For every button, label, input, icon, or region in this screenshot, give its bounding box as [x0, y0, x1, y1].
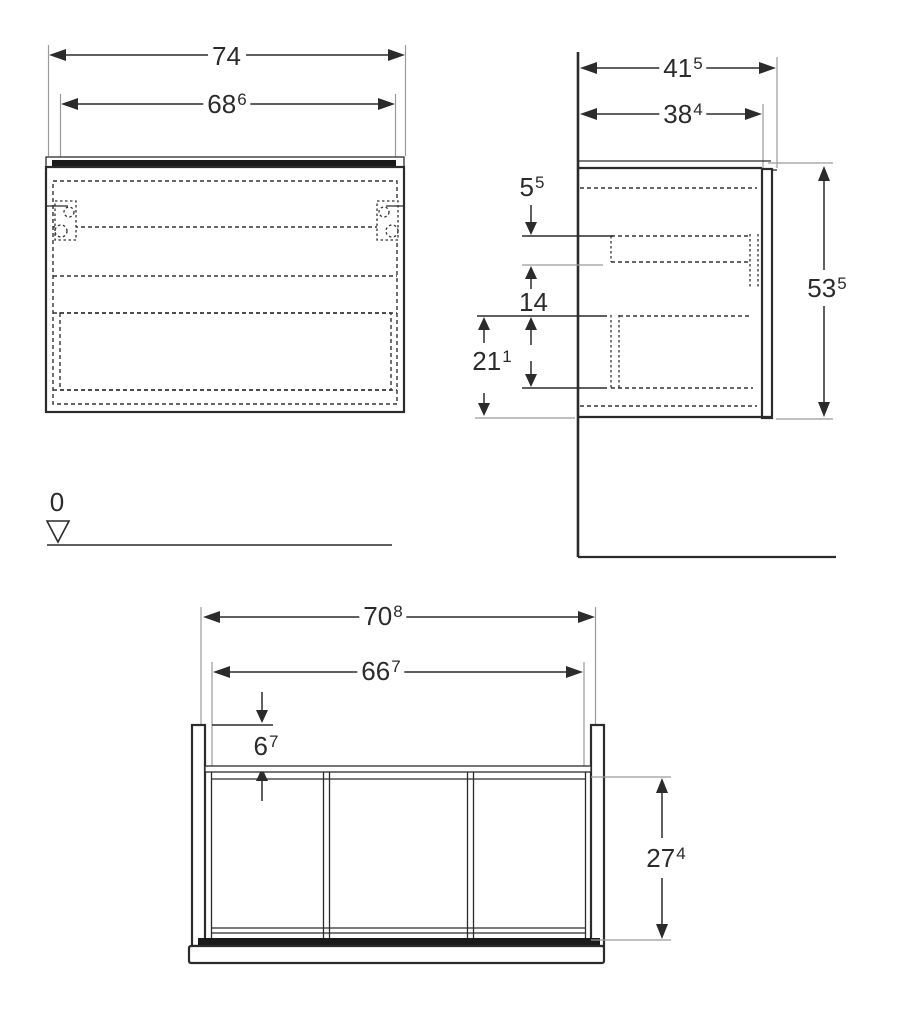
datum-marker [47, 521, 392, 545]
label-plan-depth-inner: $27^4$ [642, 845, 689, 871]
label-side-mid-height: 14 [515, 289, 553, 315]
datum-triangle-icon [47, 521, 69, 542]
label-datum-zero: 0 [46, 489, 68, 515]
label-side-depth-total: $41^5$ [659, 55, 706, 81]
side-dim-reference-lines [475, 236, 613, 418]
label-plan-width-inner: $66^7$ [357, 658, 404, 684]
plan-side-panel-right [591, 725, 604, 946]
label-side-lower-height: $21^1$ [468, 348, 515, 374]
plan-back-panel [205, 766, 591, 772]
plan-cabinet-carcass [189, 725, 604, 963]
plan-front-panel [189, 946, 604, 963]
plan-front-rail [198, 938, 600, 946]
label-side-height-total: $53^5$ [803, 275, 850, 301]
front-cabinet-outline [46, 157, 404, 412]
label-front-width-inner: $68^6$ [203, 91, 250, 117]
side-dim-top-inset-arrows [525, 205, 537, 292]
label-side-top-inset: $5^5$ [516, 174, 549, 200]
label-side-depth-body: $38^4$ [659, 101, 706, 127]
label-front-width-total: 74 [208, 43, 246, 69]
label-plan-width-outer: $70^8$ [359, 603, 406, 629]
plan-view [189, 607, 671, 963]
side-drawer-dashed-outlines [580, 188, 758, 406]
side-cabinet-outline [578, 161, 777, 418]
plan-side-panel-left [192, 725, 205, 946]
label-plan-back-inset: $6^7$ [250, 733, 283, 759]
side-dim-mid-height-arrows [525, 317, 537, 387]
